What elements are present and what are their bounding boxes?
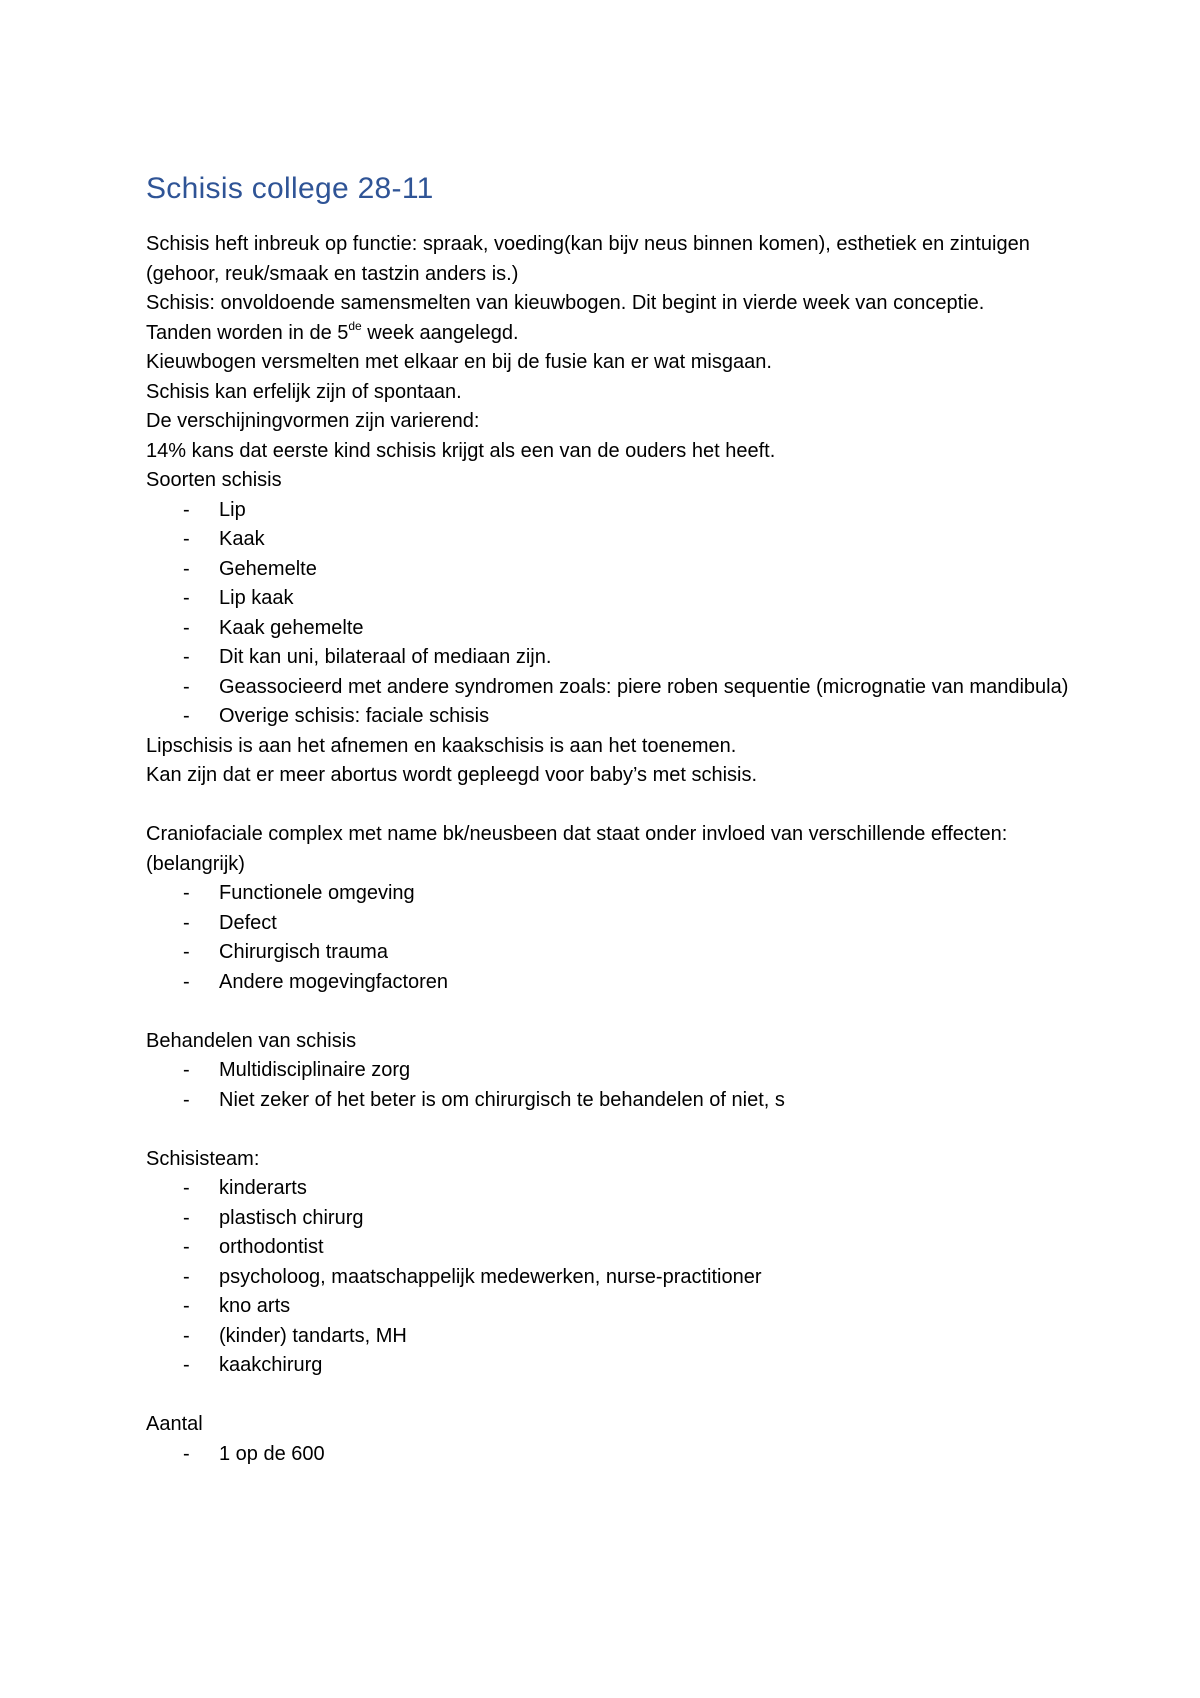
- paragraph-erfelijk: Schisis kan erfelijk zijn of spontaan.: [146, 380, 462, 403]
- paragraph-abortus: Kan zijn dat er meer abortus wordt gepleegd voor baby’s met schisis.: [146, 764, 758, 786]
- list-item: [146, 1233, 1086, 1263]
- dash-bullet: -: [183, 1236, 190, 1258]
- list-item: [146, 643, 1086, 673]
- list-item: [146, 938, 1086, 968]
- dash-bullet: -: [183, 1354, 190, 1376]
- dash-bullet: -: [183, 1324, 190, 1347]
- list-item-text: Defect: [219, 911, 277, 934]
- list-item: [146, 879, 1086, 909]
- list-behandelen: [146, 1056, 1086, 1115]
- dash-bullet: -: [183, 1059, 190, 1081]
- paragraph-verschijningsvormen: De verschijningvormen zijn varierend:: [146, 410, 480, 432]
- list-item: [146, 909, 1086, 939]
- list-item: [146, 525, 1086, 555]
- list-item: [146, 1086, 1086, 1116]
- dash-bullet: -: [183, 616, 190, 639]
- list-schisisteam: [146, 1174, 1086, 1381]
- list-item: [146, 1322, 1086, 1352]
- blank-line: [146, 1115, 1086, 1145]
- dash-bullet: -: [183, 970, 190, 993]
- dash-bullet: -: [183, 528, 190, 550]
- paragraph-kieuwbogen: Kieuwbogen versmelten met elkaar en bij de fusie kan er wat misgaan.: [146, 351, 772, 373]
- list-item-text: (kinder) tandarts, MH: [219, 1324, 407, 1347]
- dash-bullet: -: [183, 1265, 190, 1288]
- list-item-text: plastisch chirurg: [219, 1206, 364, 1229]
- list-item-text: Kaak gehemelte: [219, 616, 364, 639]
- tanden-superscript: de: [348, 318, 362, 333]
- list-item-text: Overige schisis: faciale schisis: [219, 705, 490, 727]
- list-item-text: orthodontist: [219, 1236, 324, 1258]
- list-item-text: kaakchirurg: [219, 1354, 323, 1376]
- list-item-text: psycholoog, maatschappelijk medewerken, nurse-practitioner: [219, 1265, 762, 1288]
- heading-aantal: Aantal: [146, 1413, 203, 1435]
- list-item: [146, 1174, 1086, 1204]
- dash-bullet: -: [183, 941, 190, 963]
- list-craniofaciaal: [146, 879, 1086, 997]
- list-item-text: kinderarts: [219, 1177, 307, 1199]
- list-item: [146, 673, 1086, 703]
- dash-bullet: -: [183, 1206, 190, 1229]
- list-aantal: [146, 1440, 1086, 1470]
- dash-bullet: -: [183, 882, 190, 904]
- paragraph-kans: 14% kans dat eerste kind schisis krijgt als een van de ouders het heeft.: [146, 439, 776, 462]
- tanden-text-pre: Tanden worden in de 5: [146, 321, 349, 344]
- dash-bullet: -: [183, 705, 190, 727]
- list-item: [146, 555, 1086, 585]
- list-item: [146, 1263, 1086, 1293]
- dash-bullet: -: [183, 1177, 190, 1199]
- list-item: [146, 1204, 1086, 1234]
- paragraph-tanden: [146, 319, 1086, 349]
- list-item-text: 1 op de 600: [219, 1442, 325, 1465]
- list-item-text: Andere mogevingfactoren: [219, 970, 449, 993]
- heading-soorten-schisis: Soorten schisis: [146, 469, 282, 491]
- list-item: [146, 1440, 1086, 1470]
- tanden-text-post: week aangelegd.: [361, 321, 519, 344]
- blank-line: [146, 791, 1086, 821]
- dash-bullet: -: [183, 1088, 190, 1111]
- list-item: [146, 1056, 1086, 1086]
- dash-bullet: -: [183, 557, 190, 580]
- document-page: [146, 170, 1086, 1469]
- list-item-text: Functionele omgeving: [219, 882, 415, 904]
- paragraph-schisis-definitie: Schisis: onvoldoende samensmelten van kieuwbogen. Dit begint in vierde week van conceptie.: [146, 292, 985, 314]
- list-item: [146, 968, 1086, 998]
- list-soorten-schisis: [146, 496, 1086, 732]
- dash-bullet: -: [183, 1442, 190, 1465]
- heading-behandelen: Behandelen van schisis: [146, 1029, 357, 1052]
- blank-line: [146, 1381, 1086, 1411]
- paragraph-functie: Schisis heft inbreuk op functie: spraak, voeding(kan bijv neus binnen komen), esthetiek en zintuigen (gehoor, reuk/smaak en tastzin anders is.): [146, 233, 1030, 285]
- list-item-text: Lip: [219, 498, 246, 521]
- dash-bullet: -: [183, 646, 190, 668]
- dash-bullet: -: [183, 1295, 190, 1317]
- list-item-text: Chirurgisch trauma: [219, 941, 388, 963]
- page-title: Schisis college 28-11: [146, 172, 434, 205]
- list-item-text: kno arts: [219, 1295, 291, 1317]
- list-item-text: Niet zeker of het beter is om chirurgisch te behandelen of niet, s: [219, 1088, 785, 1111]
- dash-bullet: -: [183, 911, 190, 934]
- paragraph-lipschisis: Lipschisis is aan het afnemen en kaakschisis is aan het toenemen.: [146, 734, 737, 757]
- dash-bullet: -: [183, 675, 190, 698]
- list-item: [146, 1351, 1086, 1381]
- blank-line: [146, 997, 1086, 1027]
- list-item-text: Geassocieerd met andere syndromen zoals: piere roben sequentie (micrognatie van mandibula): [219, 675, 1069, 698]
- list-item-text: Dit kan uni, bilateraal of mediaan zijn.: [219, 646, 552, 668]
- list-item: [146, 1292, 1086, 1322]
- list-item: [146, 702, 1086, 732]
- list-item: [146, 614, 1086, 644]
- dash-bullet: -: [183, 587, 190, 609]
- list-item-text: Lip kaak: [219, 587, 294, 609]
- dash-bullet: -: [183, 498, 190, 521]
- list-item-text: Kaak: [219, 528, 265, 550]
- list-item-text: Multidisciplinaire zorg: [219, 1059, 411, 1081]
- list-item: [146, 496, 1086, 526]
- heading-craniofaciaal: Craniofaciale complex met name bk/neusbeen dat staat onder invloed van verschillende effecten: (belangrijk): [146, 823, 1008, 875]
- list-item-text: Gehemelte: [219, 557, 317, 580]
- list-item: [146, 584, 1086, 614]
- heading-schisisteam: Schisisteam:: [146, 1147, 260, 1170]
